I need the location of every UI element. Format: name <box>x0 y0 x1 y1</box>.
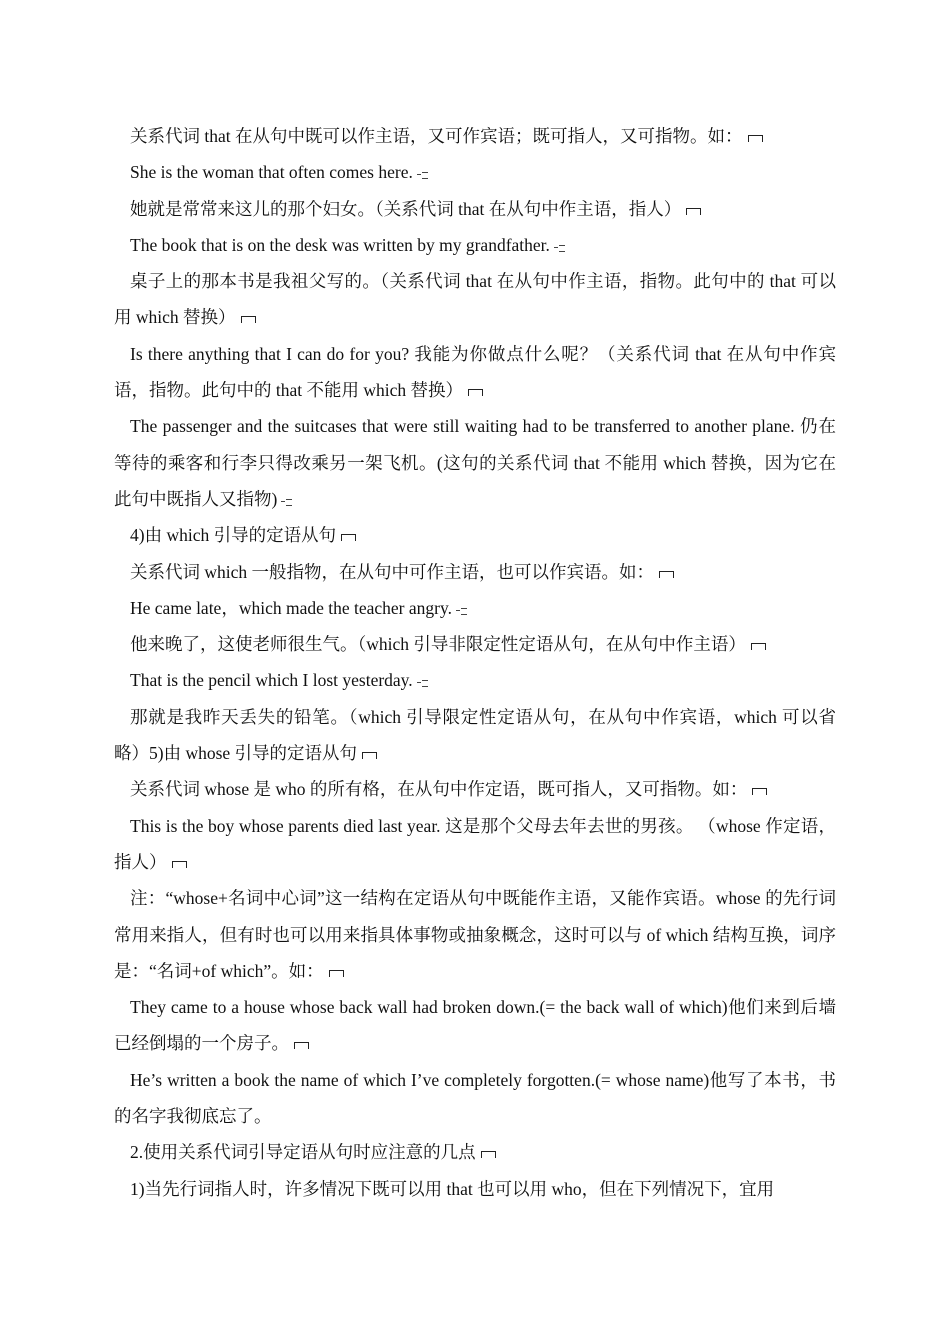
paragraph-mark-icon <box>657 567 675 581</box>
paragraph <box>114 880 836 989</box>
paragraph-text: They came to a house whose back wall had broken down.(= the back wall of which)他们来到后墙已经倒塌的一个房子。 <box>114 997 836 1054</box>
paragraph <box>114 1062 836 1135</box>
paragraph <box>114 517 836 553</box>
paragraph-text: 关系代词 that 在从句中既可以作主语，又可作宾语；既可指人，又可指物。如： <box>130 126 743 146</box>
paragraph <box>114 590 836 626</box>
paragraph <box>114 662 836 698</box>
paragraph <box>114 191 836 227</box>
paragraph-text: Is there anything that I can do for you? 我能为你做点什么呢？（关系代词 that 在从句中作宾语，指物。此句中的 that 不能用 which 替换） <box>114 343 836 401</box>
document-body <box>114 118 836 1207</box>
paragraph <box>114 626 836 662</box>
paragraph-mark-icon <box>239 312 257 326</box>
paragraph-text: The book that is on the desk was written by my grandfather. <box>130 234 550 255</box>
paragraph-text: That is the pencil which I lost yesterday. <box>130 670 413 691</box>
paragraph-text: He came late，which made the teacher angry. <box>130 597 452 618</box>
paragraph-mark-icon <box>170 857 188 871</box>
paragraph-text: 桌子上的那本书是我祖父写的。（关系代词 that 在从句中作主语，指物。此句中的 that 可以用 which 替换） <box>114 271 836 328</box>
paragraph <box>114 989 836 1062</box>
paragraph-text: 4)由 which 引导的定语从句 <box>130 525 337 546</box>
paragraph <box>114 771 836 807</box>
line-break-mark-icon <box>553 240 567 254</box>
paragraph-mark-icon <box>746 131 764 145</box>
paragraph-text: 关系代词 which 一般指物，在从句中可作主语，也可以作宾语。如： <box>130 561 655 582</box>
paragraph <box>114 336 836 409</box>
paragraph <box>114 408 836 517</box>
paragraph-text: This is the boy whose parents died last year. 这是那个父母去年去世的男孩。 （whose 作定语，指人） <box>114 815 836 872</box>
paragraph <box>114 118 836 154</box>
paragraph-text: The passenger and the suitcases that were still waiting had to be transferred to another plane. 仍在等待的乘客和行李只得改乘另一架飞机。(这句的关系代词 that 不能用 which 替换，因为它在此句中既指人又指物) <box>114 416 836 509</box>
paragraph-mark-icon <box>750 784 768 798</box>
paragraph-text: She is the woman that often comes here. <box>130 162 413 183</box>
line-break-mark-icon <box>455 603 469 617</box>
paragraph-text: 那就是我昨天丢失的铅笔。（which 引导限定性定语从句，在从句中作宾语，which 可以省略）5)由 whose 引导的定语从句 <box>114 706 836 764</box>
paragraph <box>114 154 836 190</box>
paragraph-mark-icon <box>360 748 378 762</box>
paragraph-mark-icon <box>479 1147 497 1161</box>
paragraph-text: 2.使用关系代词引导定语从句时应注意的几点 <box>130 1142 476 1163</box>
paragraph-text: He’s written a book the name of which I’ve completely forgotten.(= whose name)他写了本书，书的名字我彻底忘了。 <box>114 1069 836 1127</box>
paragraph <box>114 1134 836 1170</box>
paragraph <box>114 227 836 263</box>
paragraph <box>114 554 836 590</box>
paragraph-mark-icon <box>466 385 484 399</box>
paragraph <box>114 263 836 336</box>
line-break-mark-icon <box>280 494 294 508</box>
paragraph <box>114 699 836 772</box>
line-break-mark-icon <box>416 675 430 689</box>
paragraph-text: 注：“whose+名词中心词”这一结构在定语从句中既能作主语，又能作宾语。whose 的先行词常用来指人，但有时也可以用来指具体事物或抽象概念，这时可以与 of which 结构互换，词序是：“名词+of which”。如： <box>114 888 836 981</box>
paragraph-mark-icon <box>339 530 357 544</box>
paragraph-text: 关系代词 whose 是 who 的所有格，在从句中作定语，既可指人，又可指物。如： <box>130 779 748 800</box>
paragraph-text: 她就是常常来这儿的那个妇女。（关系代词 that 在从句中作主语，指人） <box>130 198 682 219</box>
paragraph-text: 他来晚了，这使老师很生气。（which 引导非限定性定语从句，在从句中作主语） <box>130 634 746 655</box>
paragraph-mark-icon <box>684 204 702 218</box>
paragraph-mark-icon <box>292 1038 310 1052</box>
paragraph-mark-icon <box>327 966 345 980</box>
paragraph <box>114 808 836 881</box>
paragraph-text: 1)当先行词指人时，许多情况下既可以用 that 也可以用 who，但在下列情况下，宜用 <box>130 1178 775 1199</box>
paragraph-mark-icon <box>749 639 767 653</box>
paragraph <box>114 1171 836 1207</box>
line-break-mark-icon <box>416 167 430 181</box>
